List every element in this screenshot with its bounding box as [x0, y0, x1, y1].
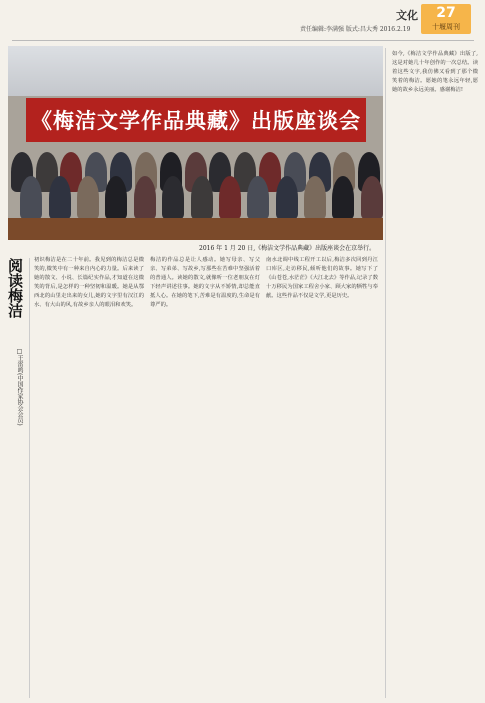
person-silhouette [276, 176, 298, 220]
group-photo [8, 46, 383, 240]
person-silhouette [77, 176, 99, 220]
person-silhouette [304, 176, 326, 220]
person-silhouette [105, 176, 127, 220]
page-header [0, 0, 485, 44]
person-silhouette [20, 176, 42, 220]
person-silhouette [49, 176, 71, 220]
person-silhouette [191, 176, 213, 220]
article-column-4: 如今,《梅洁文学作品典藏》出版了,这是对她几十年创作的一次总结。读着这些文字,我仿佛又看到了那个微笑着的梅洁。愿她的笔永远年轻,愿她的故乡永远美丽。感谢梅洁! [392, 51, 478, 93]
title-divider [29, 258, 30, 698]
photo-ceiling [8, 46, 383, 96]
page-badge [421, 4, 471, 34]
person-silhouette [162, 176, 184, 220]
person-silhouette [219, 176, 241, 220]
event-banner [26, 98, 366, 142]
header-divider [12, 40, 474, 41]
section-title: 文化 [396, 9, 418, 22]
column-divider [385, 48, 386, 698]
editor-credits: 责任编辑:李满强 版式:昌大秀 2016.2.19 [300, 26, 411, 33]
person-silhouette [332, 176, 354, 220]
article-column-2: 梅洁的作品总是让人感动。她写母亲、写父亲、写弟弟、写故乡,写那些在苦难中坚强活着的普通人。读她的散文,就像听一位老朋友在灯下轻声讲述往事。她的文字从不矫情,却总能直抵人心。在她的笔下,苦难是有温度的,生命是有尊严的。 [150, 257, 260, 308]
photo-caption: 2016 年 1 月 20 日,《梅洁文学作品典藏》出版座谈会在京举行。 [199, 245, 376, 252]
photo-table [8, 218, 383, 240]
page-number: 27 [436, 5, 456, 21]
person-silhouette [247, 176, 269, 220]
person-silhouette [361, 176, 383, 220]
article-column-3: 南水北调中线工程开工以后,梅洁多次回到丹江口库区,走访移民,倾听他们的故事。她写下了《山苍苍,水茫茫》《大江北去》等作品,记录了数十万移民为国家工程舍小家、顾大家的牺牲与奉献。这些作品不仅是文学,更是历史。 [266, 257, 378, 299]
page-label: 十堰周刊 [432, 23, 460, 31]
banner-text: 《梅洁文学作品典藏》出版座谈会 [31, 108, 361, 133]
article-author: □王雷鸣(中国作家协会会员) [16, 348, 23, 426]
article-column-1: 初识梅洁是在二十年前。我见到的梅洁总是微笑的,微笑中有一种来自内心的力量。后来读了她的散文、小说、长篇纪实作品,才知道在这微笑的背后,是怎样的一种坚韧和温暖。她是从鄂西北的山里走出来的女儿,她的文字里有汉江的水、有大山的风,有故乡亲人的眼泪和欢笑。 [34, 257, 144, 308]
article-title: 阅读梅洁 [6, 258, 24, 318]
person-silhouette [134, 176, 156, 220]
